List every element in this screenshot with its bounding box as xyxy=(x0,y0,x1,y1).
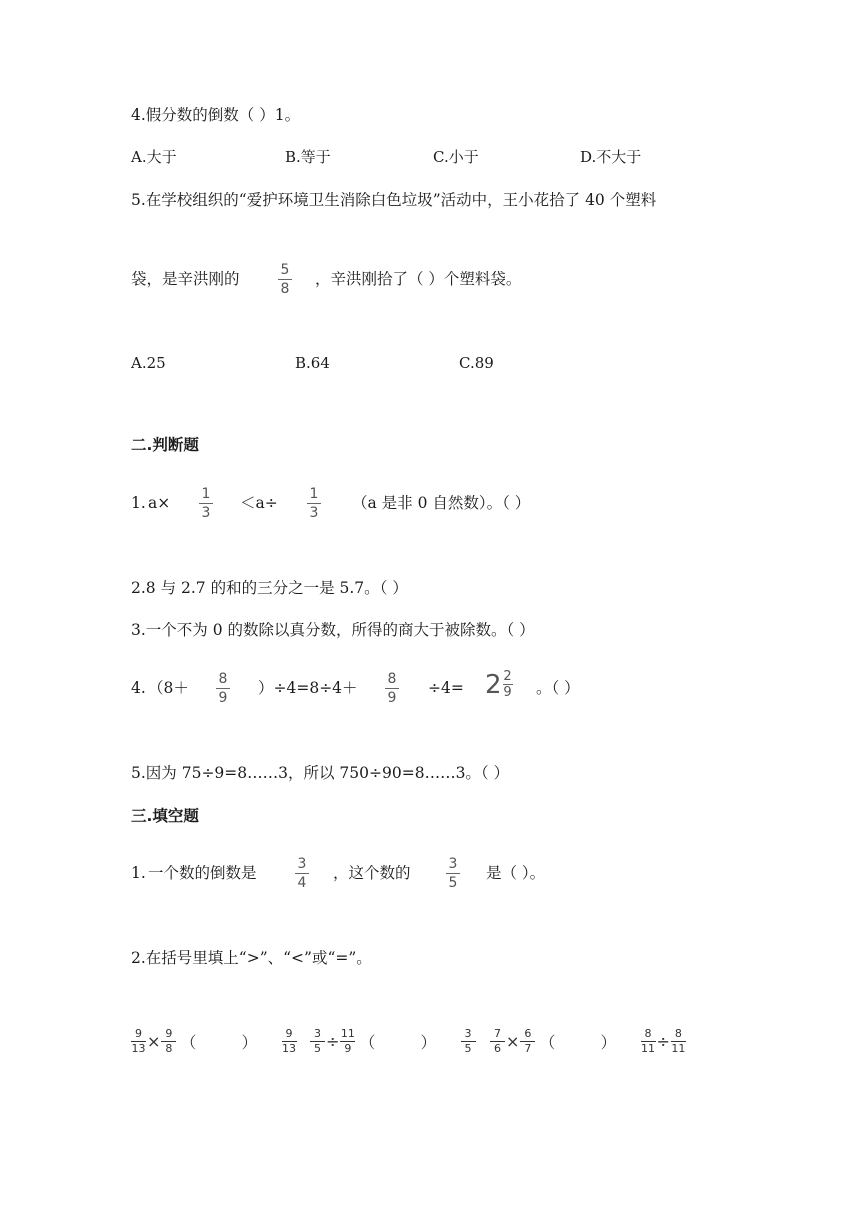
question-5-line1: 5.在学校组织的“爱护环境卫生消除白色垃圾”活动中，王小花拾了 40 个塑料 xyxy=(131,191,657,209)
j4-after: ÷4= xyxy=(428,679,464,697)
fraction-numerator: 9 xyxy=(165,1027,173,1040)
fraction-numerator: 1 xyxy=(201,486,211,502)
f1-fraction-a xyxy=(295,856,309,891)
q5-option-a[interactable]: A.25 xyxy=(131,354,166,372)
fraction-numerator: 9 xyxy=(135,1027,142,1040)
fraction-denominator: 5 xyxy=(448,875,458,891)
j1-fraction-2 xyxy=(307,486,321,521)
j4-fraction-1 xyxy=(216,671,230,706)
fraction-numerator: 5 xyxy=(280,262,290,278)
fraction-numerator: 8 xyxy=(387,671,397,687)
judgement-2: 2.8 与 2.7 的和的三分之一是 5.7。（ ） xyxy=(131,579,408,597)
q5-option-b[interactable]: B.64 xyxy=(295,354,330,372)
fraction-numerator: 6 xyxy=(524,1027,532,1040)
fraction-numerator: 3 xyxy=(464,1027,472,1040)
answer-blank[interactable]: （ ） xyxy=(359,1033,457,1052)
fraction-denominator: 5 xyxy=(314,1042,321,1055)
j4-mixed-number xyxy=(485,670,513,699)
fraction-numerator: 8 xyxy=(644,1027,652,1040)
j1-part-a: a× xyxy=(148,494,171,512)
fraction-denominator: 3 xyxy=(309,505,319,521)
fraction-denominator: 6 xyxy=(494,1042,501,1055)
fraction-denominator: 3 xyxy=(201,505,211,521)
question-5-line2-a: 袋，是辛洪刚的 xyxy=(131,270,240,288)
j4-fraction-2 xyxy=(385,671,399,706)
f1-part-a: 一个数的倒数是 xyxy=(148,864,257,882)
judgement-3: 3.一个不为 0 的数除以真分数，所得的商大于被除数。（ ） xyxy=(131,621,535,639)
fraction-numerator: 8 xyxy=(674,1027,682,1040)
fraction-denominator: 11 xyxy=(671,1042,686,1055)
fraction-numerator: 1 xyxy=(309,486,319,502)
fraction-denominator: 11 xyxy=(641,1042,655,1055)
fraction-denominator: 13 xyxy=(282,1042,296,1055)
fraction-denominator: 9 xyxy=(387,690,397,706)
fraction-denominator: 9 xyxy=(218,690,228,706)
fraction-denominator: 8 xyxy=(165,1042,173,1055)
operator: × xyxy=(506,1032,520,1051)
compare-expression-3 xyxy=(490,1028,686,1055)
fill-2: 2.在括号里填上“>”、“<”或“=”。 xyxy=(131,949,372,967)
j4-number: 4. xyxy=(131,679,146,697)
fraction-numerator: 3 xyxy=(448,856,458,872)
operator: ÷ xyxy=(656,1032,670,1051)
section-3-title: 三.填空题 xyxy=(131,807,199,825)
j1-tail: （a 是非 0 自然数）。（ ） xyxy=(352,494,531,512)
j4-mid: ）÷4=8÷4＋ xyxy=(258,679,358,697)
judgement-5: 5.因为 75÷9=8……3，所以 750÷90=8……3。（ ） xyxy=(131,764,510,782)
answer-blank[interactable]: （ ） xyxy=(539,1033,637,1052)
fraction-denominator: 8 xyxy=(280,281,290,297)
mixed-denominator: 9 xyxy=(503,685,512,700)
j4-tail: 。（ ） xyxy=(536,679,580,697)
fraction-denominator: 5 xyxy=(464,1042,472,1055)
f1-mid: ，这个数的 xyxy=(333,864,411,882)
q4-option-b[interactable]: B.等于 xyxy=(285,148,331,166)
fraction-denominator: 4 xyxy=(297,875,307,891)
fraction-denominator: 13 xyxy=(131,1042,146,1055)
answer-blank[interactable]: （ ） xyxy=(180,1033,278,1052)
j1-mid: ＜a÷ xyxy=(240,494,278,512)
operator: ÷ xyxy=(326,1032,340,1051)
q5-option-c[interactable]: C.89 xyxy=(459,354,494,372)
f1-number: 1. xyxy=(131,864,146,882)
compare-expression-1 xyxy=(131,1028,297,1055)
f1-tail: 是（ ）。 xyxy=(486,864,546,882)
q5-fraction xyxy=(278,262,292,297)
j4-part-a: （8＋ xyxy=(148,679,189,697)
fraction-numerator: 3 xyxy=(314,1027,321,1040)
fraction-numerator: 3 xyxy=(297,856,307,872)
fraction-denominator: 9 xyxy=(344,1042,352,1055)
j1-fraction-1 xyxy=(199,486,213,521)
section-2-title: 二.判断题 xyxy=(131,436,199,454)
mixed-numerator: 2 xyxy=(503,669,512,684)
mixed-whole: 2 xyxy=(485,669,502,700)
question-4-stem: 4.假分数的倒数（ ）1。 xyxy=(131,106,301,124)
compare-expression-2 xyxy=(310,1028,476,1055)
fraction-denominator: 7 xyxy=(524,1042,532,1055)
fraction-numerator: 8 xyxy=(218,671,228,687)
fraction-numerator: 11 xyxy=(340,1027,355,1040)
q4-option-a[interactable]: A.大于 xyxy=(131,148,177,166)
j1-number: 1. xyxy=(131,494,146,512)
fraction-numerator: 9 xyxy=(285,1027,293,1040)
f1-fraction-b xyxy=(446,856,460,891)
question-5-line2-b: ，辛洪刚拾了（ ）个塑料袋。 xyxy=(315,270,522,288)
q4-option-d[interactable]: D.不大于 xyxy=(580,148,642,166)
operator: × xyxy=(147,1032,161,1051)
fraction-numerator: 7 xyxy=(494,1027,501,1040)
q4-option-c[interactable]: C.小于 xyxy=(433,148,479,166)
